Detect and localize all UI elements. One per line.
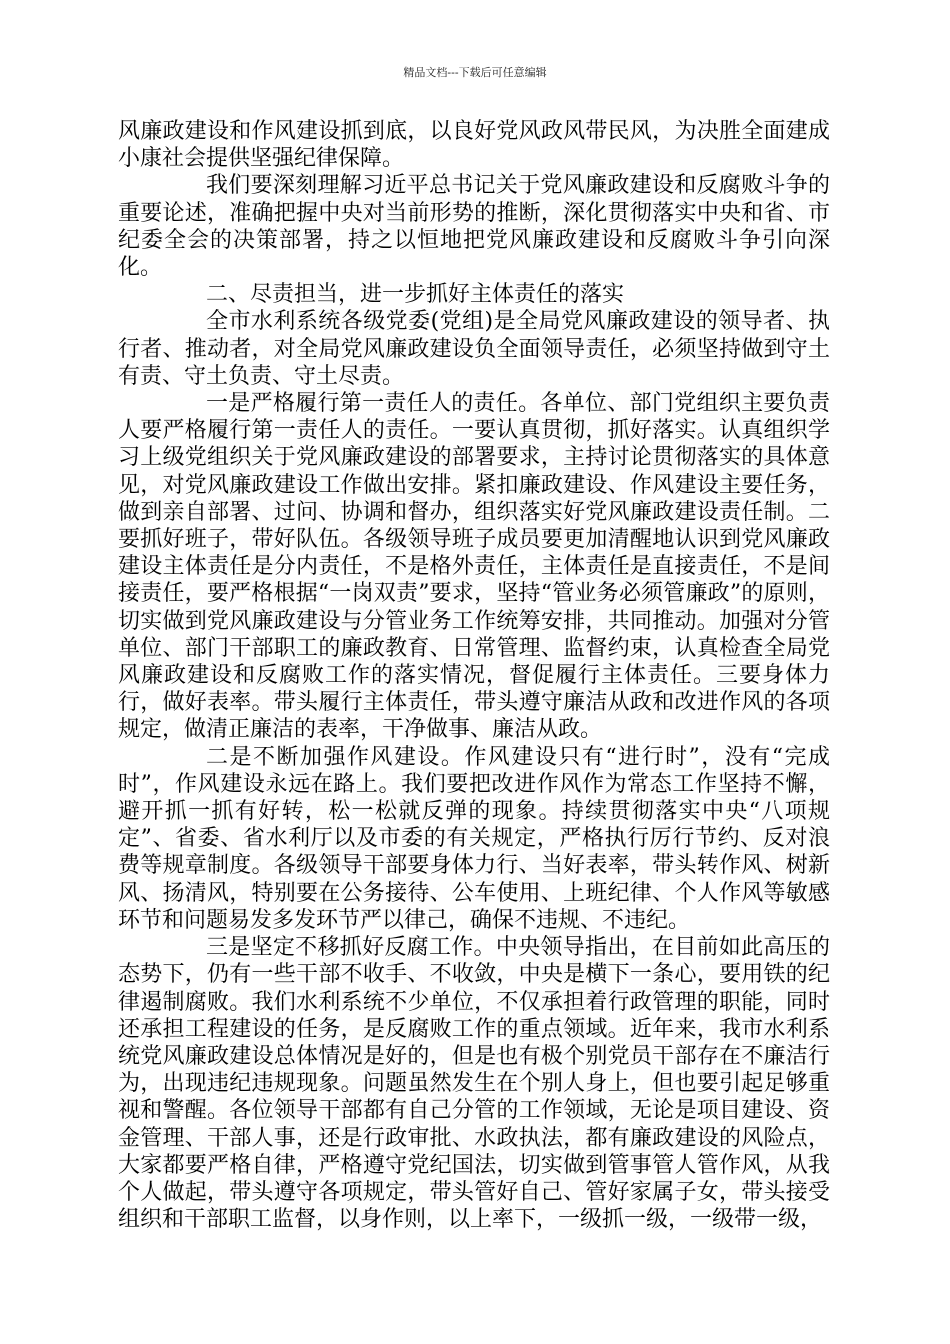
paragraph-3: 全市水利系统各级党委(党组)是全局党风廉政建设的领导者、执行者、推动者，对全局党风廉政建设负全面领导责任，必须坚持做到守土有责、守土负责、守土尽责。 (118, 309, 830, 389)
paragraph-5: 二是不断加强作风建设。作风建设只有“进行时”，没有“完成时”，作风建设永远在路上。我们要把改进作风作为常态工作坚持不懈，避开抓一抓有好转，松一松就反弹的现象。持续贯彻落实中央“八项规定”、省委、省水利厅以及市委的有关规定，严格执行厉行节约、反对浪费等规章制度。各级领导干部要身体力行、当好表率，带头转作风、树新风、扬清风，特别要在公务接待、公车使用、上班纪律、个人作风等敏感环节和问题易发多发环节严以律己，确保不违规、不违纪。 (118, 744, 830, 933)
paragraph-6: 三是坚定不移抓好反腐工作。中央领导指出，在目前如此高压的态势下，仍有一些干部不收手、不收敛，中央是横下一条心，要用铁的纪律遏制腐败。我们水利系统不少单位，不仅承担着行政管理的职能，同时还承担工程建设的任务，是反腐败工作的重点领域。近年来，我市水利系统党风廉政建设总体情况是好的，但是也有极个别党员干部存在不廉洁行为，出现违纪违规现象。问题虽然发生在个别人身上，但也要引起足够重视和警醒。各位领导干部都有自己分管的工作领域，无论是项目建设、资金管理、干部人事，还是行政审批、水政执法，都有廉政建设的风险点，大家都要严格自律，严格遵守党纪国法，切实做到管事管人管作风，从我个人做起，带头遵守各项规定，带头管好自己、管好家属子女，带头接受组织和干部职工监督，以身作则，以上率下，一级抓一级，一级带一级， (118, 935, 830, 1233)
paragraph-4: 一是严格履行第一责任人的责任。各单位、部门党组织主要负责人要严格履行第一责任人的责任。一要认真贯彻，抓好落实。认真组织学习上级党组织关于党风廉政建设的部署要求，主持讨论贯彻落实的具体意见，对党风廉政建设工作做出安排。紧扣廉政建设、作风建设主要任务，做到亲自部署、过问、协调和督办，组织落实好党风廉政建设责任制。二要抓好班子，带好队伍。各级领导班子成员要更加清醒地认识到党风廉政建设主体责任是分内责任，不是格外责任，主体责任是直接责任，不是间接责任，要严格根据“一岗双责”要求，坚持“管业务必须管廉政”的原则，切实做到党风廉政建设与分管业务工作统筹安排，共同推动。加强对分管单位、部门干部职工的廉政教育、日常管理、监督约束，认真检查全局党风廉政建设和反腐败工作的落实情况，督促履行主体责任。三要身体力行，做好表率。带头履行主体责任，带头遵守廉洁从政和改进作风的各项规定，做清正廉洁的表率，干净做事、廉洁从政。 (118, 391, 830, 743)
paragraph-2: 我们要深刻理解习近平总书记关于党风廉政建设和反腐败斗争的重要论述，准确把握中央对当前形势的推断，深化贯彻落实中央和省、市纪委全会的决策部署，持之以恒地把党风廉政建设和反腐败斗争引向深化。 (118, 173, 830, 281)
section-heading: 二、尽责担当，进一步抓好主体责任的落实 (206, 282, 625, 308)
page-header-note: 精品文档---下载后可任意编辑 (403, 66, 547, 79)
document-body (118, 118, 830, 1233)
paragraph-1: 风廉政建设和作风建设抓到底，以良好党风政风带民风，为决胜全面建成小康社会提供坚强纪律保障。 (118, 119, 830, 172)
